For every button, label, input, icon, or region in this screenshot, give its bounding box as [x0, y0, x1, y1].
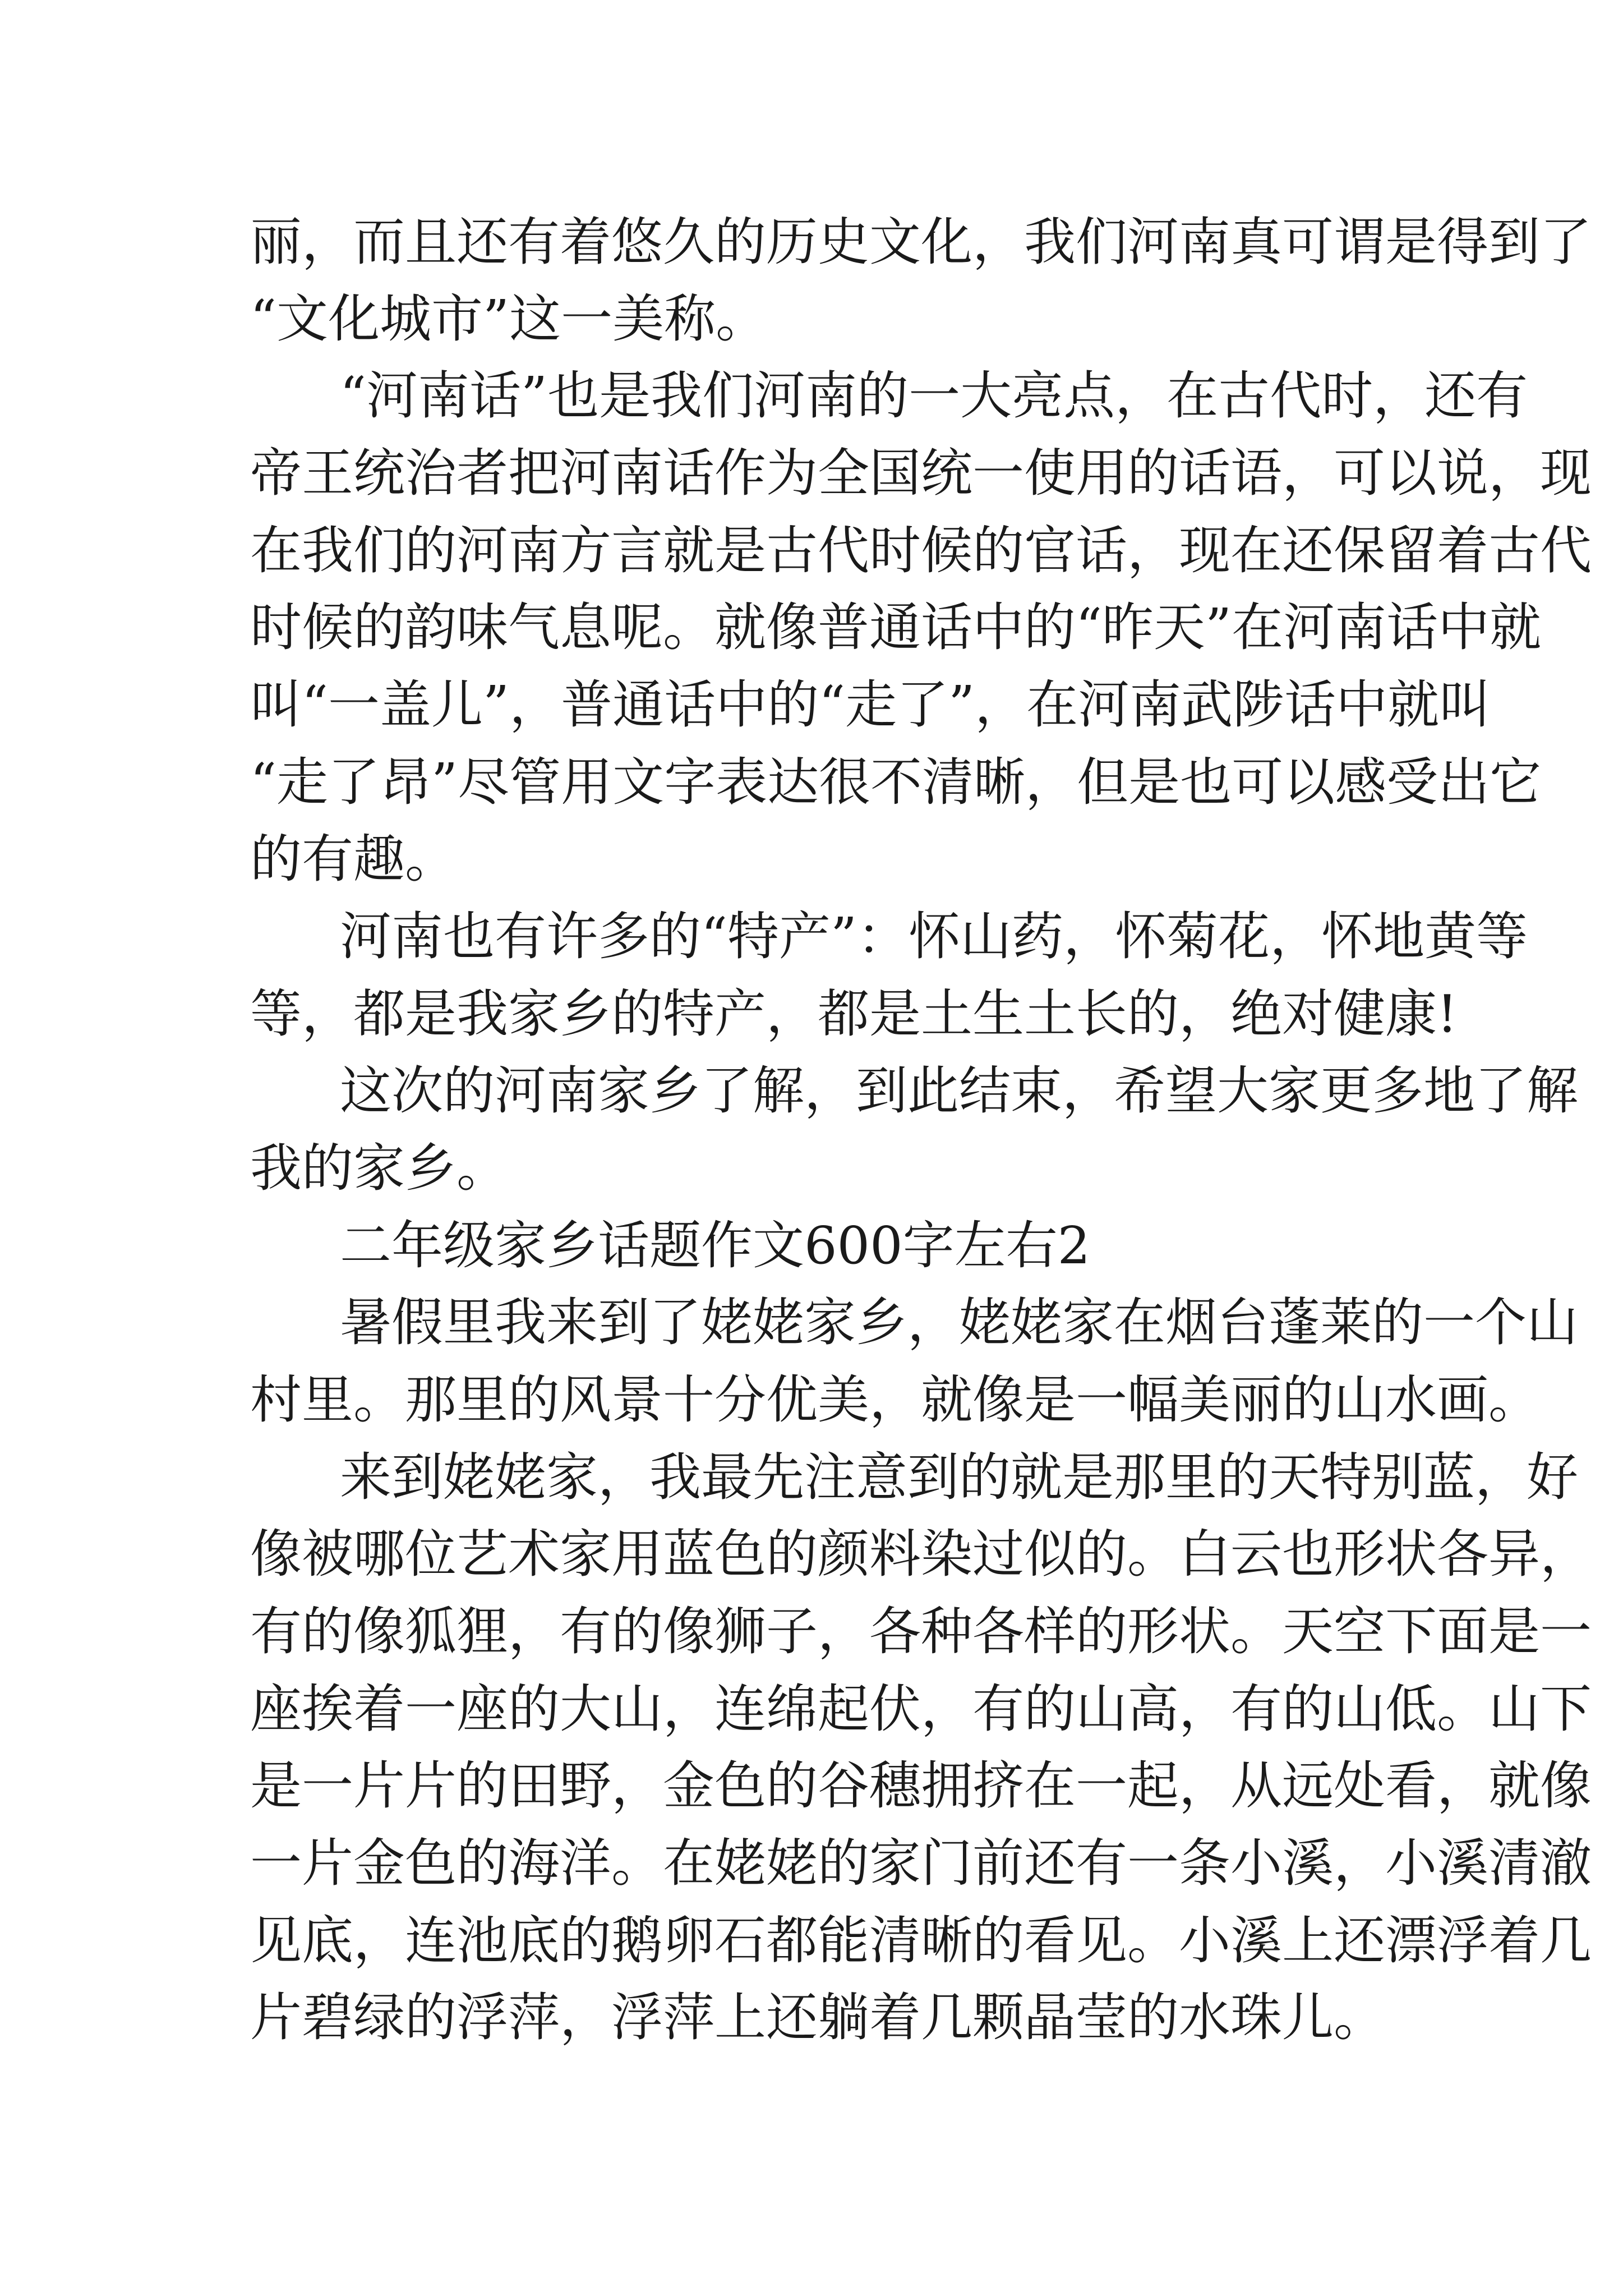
line-text: 来到姥姥家，我最先注意到的就是那里的天特别蓝，好 — [340, 1447, 1579, 1507]
paragraph-first-line — [0, 357, 1623, 435]
text-line — [0, 666, 1623, 744]
line-text: 我的家乡。 — [250, 1138, 509, 1198]
line-text: 时候的韵味气息呢。就像普通话中的“昨天”在河南话中就 — [250, 597, 1542, 657]
paragraph-first-line — [0, 1052, 1623, 1130]
line-text: 有的像狐狸，有的像狮子，各种各样的形状。天空下面是一 — [250, 1602, 1592, 1662]
line-text: 河南也有许多的“特产”：怀山药，怀菊花，怀地黄等 — [340, 907, 1528, 967]
text-line — [0, 1129, 1623, 1208]
line-text: 丽，而且还有着悠久的历史文化，我们河南真可谓是得到了 — [250, 212, 1592, 272]
text-line — [0, 743, 1623, 822]
line-text: 这次的河南家乡了解，到此结束，希望大家更多地了解 — [340, 1061, 1579, 1121]
text-line — [0, 1824, 1623, 1903]
line-text: 见底，连池底的鹅卵石都能清晰的看见。小溪上还漂浮着几 — [250, 1911, 1592, 1971]
text-line — [0, 1747, 1623, 1825]
paragraph-first-line — [0, 1283, 1623, 1362]
line-text: 在我们的河南方言就是古代时候的官话，现在还保留着古代 — [250, 521, 1592, 581]
line-text: 片碧绿的浮萍，浮萍上还躺着几颗晶莹的水珠儿。 — [250, 1987, 1386, 2047]
paragraph-first-line — [0, 1438, 1623, 1517]
text-line — [0, 203, 1623, 282]
line-text: 是一片片的田野，金色的谷穗拥挤在一起，从远处看，就像 — [250, 1756, 1592, 1816]
section-heading — [0, 1207, 1623, 1285]
text-line — [0, 975, 1623, 1053]
text-line — [0, 1978, 1623, 2057]
text-line — [0, 1902, 1623, 1980]
line-text: “走了昂”尽管用文字表达很不清晰，但是也可以感受出它 — [250, 752, 1542, 812]
line-text: 暑假里我来到了姥姥家乡，姥姥家在烟台蓬莱的一个山 — [340, 1292, 1579, 1352]
line-text: 叫“一盖儿”，普通话中的“走了”，在河南武陟话中就叫 — [250, 675, 1491, 735]
text-line — [0, 1361, 1623, 1439]
text-line — [0, 1515, 1623, 1594]
line-text: 座挨着一座的大山，连绵起伏，有的山高，有的山低。山下 — [250, 1679, 1592, 1739]
line-text: 的有趣。 — [250, 829, 457, 889]
text-line — [0, 280, 1623, 358]
heading-text: 二年级家乡话题作文600字左右2 — [340, 1216, 1091, 1276]
line-text: 一片金色的海洋。在姥姥的家门前还有一条小溪，小溪清澈 — [250, 1833, 1592, 1893]
line-text: “文化城市”这一美称。 — [250, 289, 768, 349]
text-line — [0, 820, 1623, 899]
line-text: 像被哪位艺术家用蓝色的颜料染过似的。白云也形状各异， — [250, 1524, 1592, 1584]
text-line — [0, 434, 1623, 513]
text-line — [0, 1670, 1623, 1749]
line-text: 等，都是我家乡的特产，都是土生土长的，绝对健康! — [250, 984, 1458, 1044]
text-line — [0, 512, 1623, 590]
line-text: “河南话”也是我们河南的一大亮点，在古代时，还有 — [340, 366, 1528, 426]
line-text: 村里。那里的风景十分优美，就像是一幅美丽的山水画。 — [250, 1370, 1541, 1430]
paragraph-first-line — [0, 898, 1623, 976]
line-text: 帝王统治者把河南话作为全国统一使用的话语，可以说，现 — [250, 443, 1592, 503]
text-line — [0, 1593, 1623, 1671]
text-line — [0, 588, 1623, 667]
